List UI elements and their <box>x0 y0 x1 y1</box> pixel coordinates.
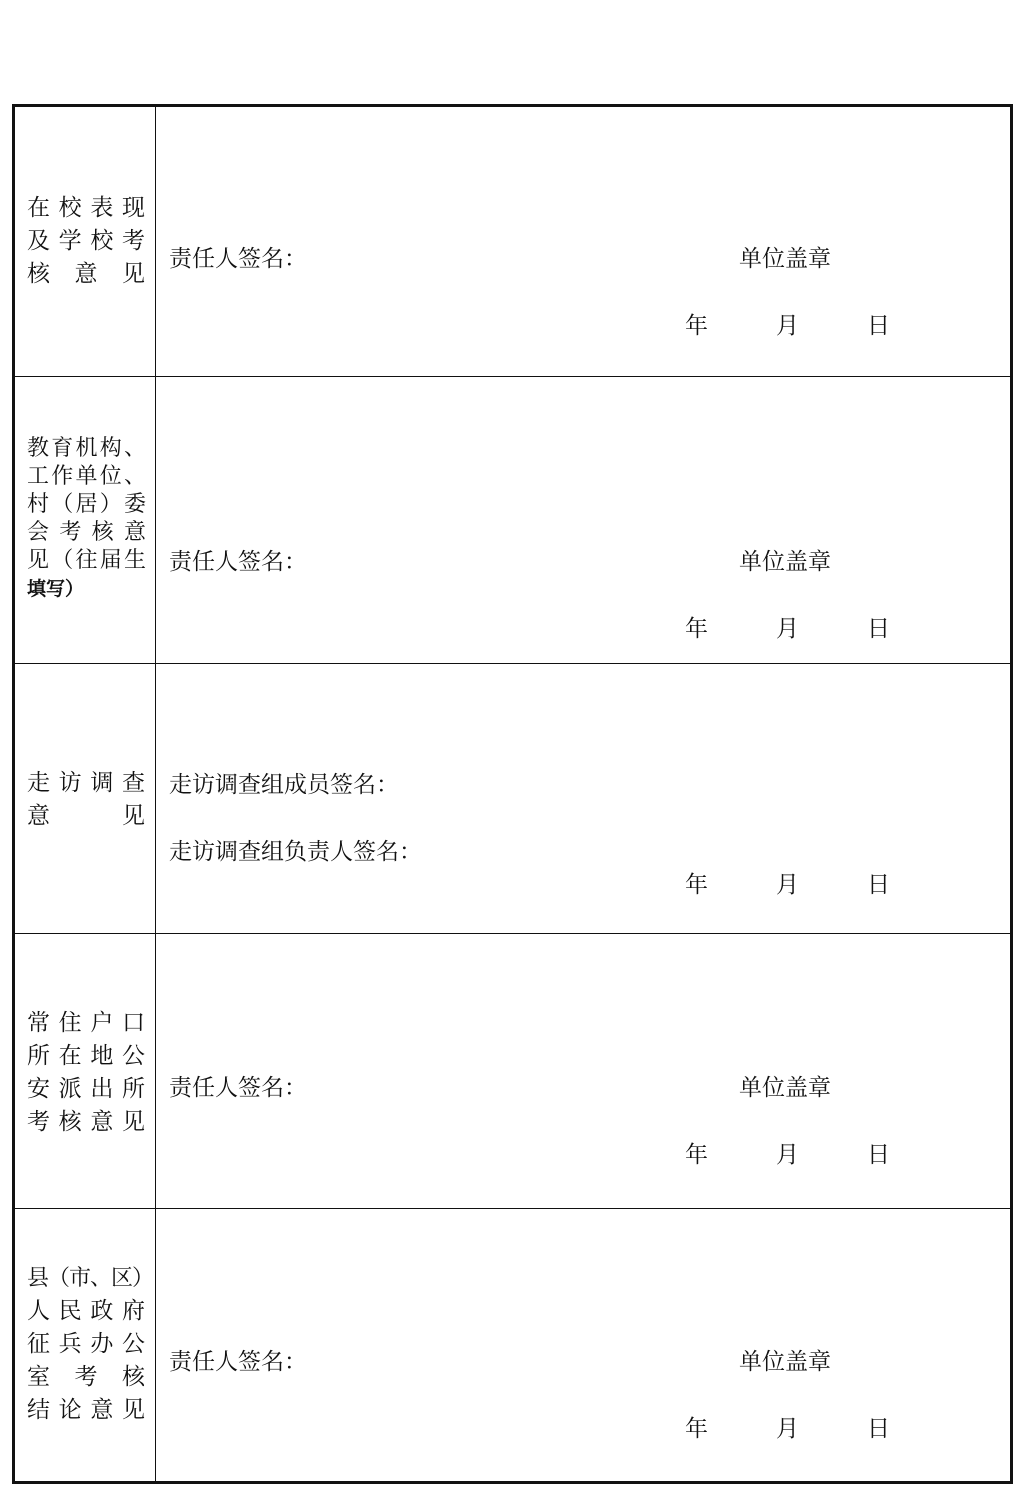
date-month-label: 月 <box>776 872 799 898</box>
row-content-cell <box>157 1209 1010 1481</box>
date-year-label: 年 <box>685 1416 708 1442</box>
date-day-label: 日 <box>867 313 890 339</box>
date-month-label: 月 <box>776 313 799 339</box>
date-year-label: 年 <box>685 1142 708 1168</box>
stamp-label: 单位盖章 <box>739 549 831 575</box>
signature-label: 责任人签名： <box>169 1349 307 1375</box>
row-label-line: 会考核意 <box>27 520 145 545</box>
row-label-line: 县（市、区） <box>27 1266 154 1291</box>
date-day-label: 日 <box>867 1142 890 1168</box>
row-label-line: 工作单位、 <box>27 464 145 489</box>
leader-signature-label: 走访调查组负责人签名： <box>169 839 422 865</box>
row-label-cell <box>15 377 156 663</box>
row-label-line: 见（往届生 <box>27 548 145 573</box>
date-day-label: 日 <box>867 616 890 642</box>
row-label <box>27 192 145 291</box>
row-label-cell <box>15 934 156 1208</box>
review-form-table <box>12 104 1013 1484</box>
row-content-cell <box>157 107 1010 376</box>
row-label-line: 在校表现 <box>27 195 145 221</box>
row-label-cell <box>15 1209 156 1481</box>
row-label-line: 填写） <box>27 578 85 600</box>
signature-label: 责任人签名： <box>169 1075 307 1101</box>
date-month-label: 月 <box>776 1416 799 1442</box>
row-label-cell <box>15 107 156 376</box>
form-row-visit-investigation <box>15 664 1010 934</box>
row-label-line: 人民政府 <box>27 1298 145 1324</box>
row-label-line: 考核意见 <box>27 1109 145 1135</box>
form-row-school-review <box>15 107 1010 377</box>
row-label-line: 征兵办公 <box>27 1331 145 1357</box>
member-signature-label: 走访调查组成员签名： <box>169 772 399 798</box>
date-year-label: 年 <box>685 616 708 642</box>
date-month-label: 月 <box>776 1142 799 1168</box>
row-label-line: 安派出所 <box>27 1076 145 1102</box>
row-label-line: 及学校考 <box>27 228 145 254</box>
row-content-cell <box>157 934 1010 1208</box>
stamp-label: 单位盖章 <box>739 1075 831 1101</box>
row-content-cell <box>157 377 1010 663</box>
row-label-line: 结论意见 <box>27 1397 145 1423</box>
stamp-label: 单位盖章 <box>739 246 831 272</box>
form-row-conscription-office-conclusion <box>15 1209 1010 1481</box>
row-label <box>27 1262 154 1427</box>
row-label-line: 常住户口 <box>27 1010 145 1036</box>
row-label-line: 意 见 <box>27 803 145 829</box>
date-month-label: 月 <box>776 616 799 642</box>
row-label-line: 室 考 核 <box>27 1364 145 1390</box>
signature-label: 责任人签名： <box>169 549 307 575</box>
row-label <box>27 767 145 833</box>
date-year-label: 年 <box>685 313 708 339</box>
row-label-line: 所在地公 <box>27 1043 145 1069</box>
row-label-line: 教育机构、 <box>27 436 145 461</box>
row-label <box>27 1007 145 1139</box>
date-day-label: 日 <box>867 1416 890 1442</box>
form-row-police-review <box>15 934 1010 1209</box>
date-day-label: 日 <box>867 872 890 898</box>
date-year-label: 年 <box>685 872 708 898</box>
row-label-line: 村（居）委 <box>27 492 145 517</box>
row-label-cell <box>15 664 156 933</box>
form-row-institution-review <box>15 377 1010 664</box>
row-label <box>27 435 145 603</box>
signature-label: 责任人签名： <box>169 246 307 272</box>
row-label-line: 核 意 见 <box>27 261 145 287</box>
stamp-label: 单位盖章 <box>739 1349 831 1375</box>
row-label-line: 走访调查 <box>27 770 145 796</box>
row-content-cell <box>157 664 1010 933</box>
